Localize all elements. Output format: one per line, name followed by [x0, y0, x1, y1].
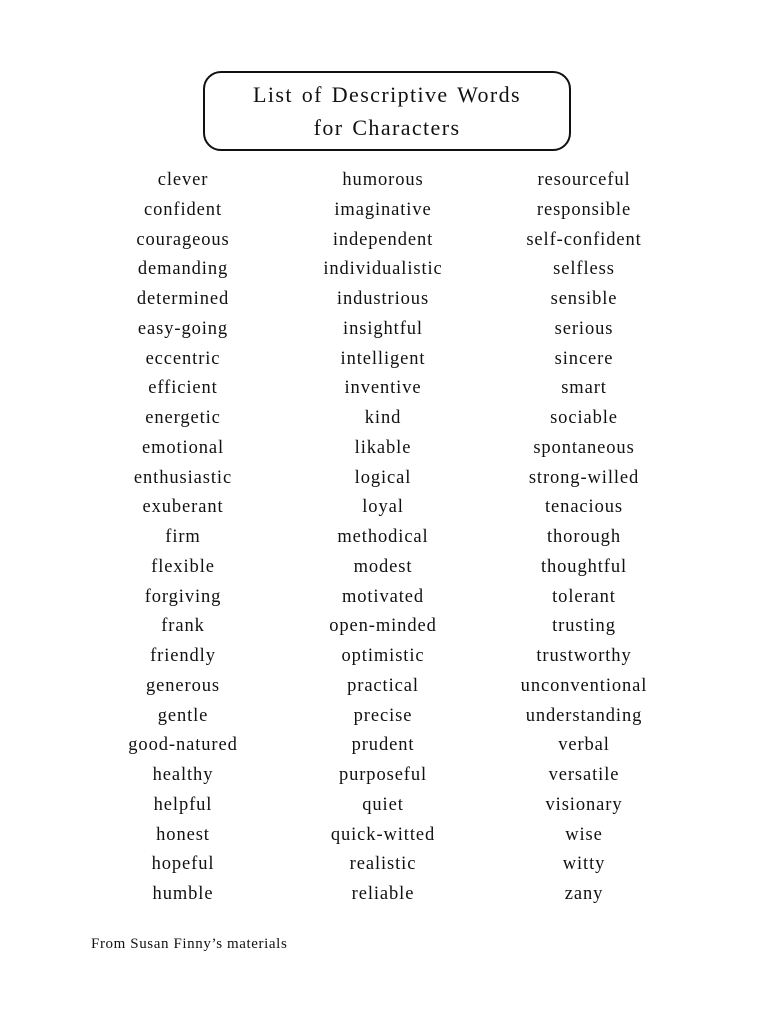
- word-item: sensible: [550, 289, 618, 309]
- word-item: logical: [354, 467, 412, 488]
- word-item: selfless: [553, 259, 615, 280]
- word-item: energetic: [145, 408, 221, 428]
- word-item: purposeful: [338, 765, 428, 785]
- word-item: easy-going: [137, 318, 229, 339]
- word-item: versatile: [548, 765, 620, 785]
- word-item: good-natured: [128, 735, 238, 756]
- word-column-3: [484, 166, 684, 910]
- word-item: confident: [144, 199, 222, 220]
- page-title-line-2: for Characters: [313, 115, 461, 140]
- word-item: friendly: [150, 646, 216, 666]
- word-item: realistic: [349, 854, 417, 875]
- word-item: flexible: [151, 556, 215, 577]
- word-item: determined: [136, 289, 230, 309]
- word-item: zany: [564, 884, 604, 904]
- word-item: sincere: [554, 348, 614, 369]
- word-item: reliable: [351, 884, 415, 904]
- word-item: wise: [565, 824, 603, 845]
- word-item: motivated: [341, 586, 425, 607]
- word-item: industrious: [336, 289, 430, 309]
- word-item: prudent: [351, 735, 415, 756]
- word-item: quiet: [362, 794, 404, 815]
- word-item: unconventional: [520, 675, 648, 696]
- word-item: verbal: [558, 735, 610, 756]
- word-item: sociable: [550, 408, 618, 428]
- word-item: demanding: [137, 259, 229, 280]
- word-item: firm: [165, 527, 201, 547]
- word-item: hopeful: [151, 854, 215, 875]
- word-item: loyal: [362, 497, 404, 518]
- title-box: [203, 71, 571, 151]
- word-item: methodical: [337, 527, 429, 547]
- page-title-line-1: List of Descriptive Words: [253, 82, 521, 107]
- word-item: quick-witted: [330, 824, 436, 845]
- word-item: kind: [364, 408, 402, 428]
- word-item: likable: [354, 437, 412, 458]
- word-item: honest: [156, 824, 210, 845]
- word-item: insightful: [343, 318, 423, 339]
- word-item: thorough: [546, 527, 621, 547]
- word-item: individualistic: [323, 259, 443, 280]
- word-item: frank: [161, 616, 205, 637]
- word-item: generous: [146, 675, 220, 696]
- word-item: enthusiastic: [133, 467, 233, 488]
- word-item: serious: [554, 318, 614, 339]
- word-column-2: [283, 166, 483, 910]
- word-item: practical: [347, 675, 419, 696]
- word-item: self-confident: [526, 229, 642, 250]
- word-item: imaginative: [334, 199, 432, 220]
- word-item: exuberant: [142, 497, 224, 518]
- word-item: forgiving: [144, 586, 222, 607]
- word-item: spontaneous: [533, 437, 635, 458]
- word-item: clever: [157, 170, 209, 190]
- word-item: witty: [562, 854, 606, 875]
- word-item: resourceful: [537, 170, 631, 190]
- word-item: tenacious: [545, 497, 623, 518]
- word-item: courageous: [136, 229, 230, 250]
- word-item: visionary: [545, 794, 623, 815]
- word-item: humble: [152, 884, 214, 904]
- word-item: intelligent: [340, 348, 426, 369]
- word-item: efficient: [148, 378, 218, 399]
- word-item: trustworthy: [536, 646, 632, 666]
- word-item: helpful: [153, 794, 213, 815]
- word-columns: [83, 166, 683, 906]
- source-credit: From Susan Finny’s materials: [91, 936, 288, 952]
- word-column-1: [83, 166, 283, 910]
- word-item: inventive: [344, 378, 422, 399]
- word-item: open-minded: [329, 616, 437, 637]
- word-item: responsible: [536, 199, 632, 220]
- word-item: humorous: [342, 170, 424, 190]
- word-item: optimistic: [341, 646, 425, 666]
- word-item: thoughtful: [540, 556, 628, 577]
- word-item: independent: [332, 229, 434, 250]
- word-item: smart: [561, 378, 607, 399]
- word-item: precise: [353, 705, 413, 726]
- word-item: eccentric: [145, 348, 221, 369]
- word-item: healthy: [152, 765, 214, 785]
- word-item: emotional: [141, 437, 225, 458]
- word-item: gentle: [157, 705, 209, 726]
- word-item: trusting: [552, 616, 616, 637]
- word-item: modest: [353, 556, 413, 577]
- word-item: strong-willed: [528, 467, 640, 488]
- word-item: understanding: [525, 705, 643, 726]
- word-item: tolerant: [552, 586, 616, 607]
